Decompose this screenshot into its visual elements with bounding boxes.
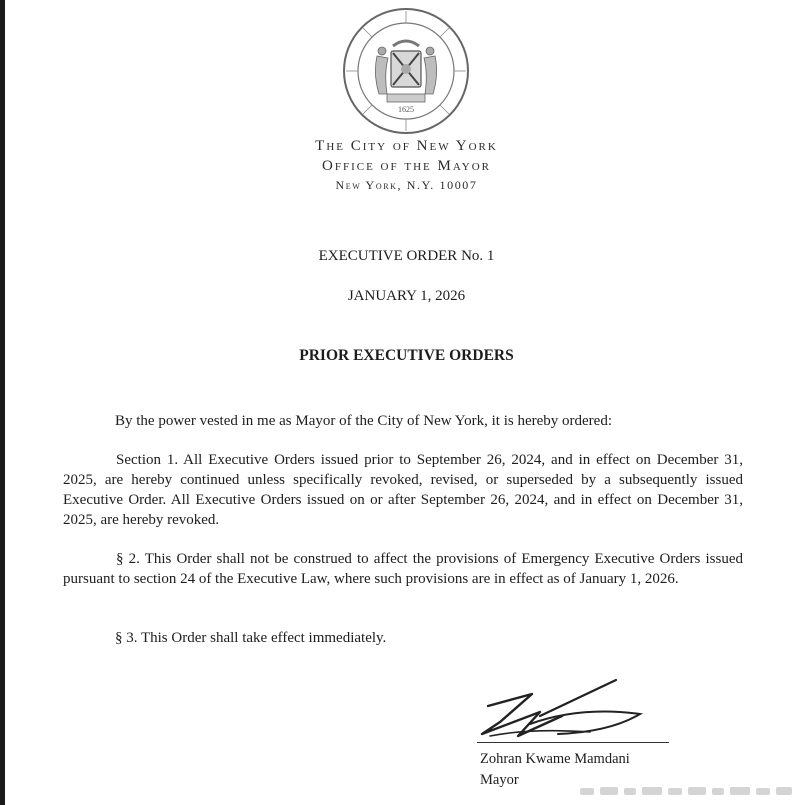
faint-marks bbox=[580, 783, 795, 799]
order-title: PRIOR EXECUTIVE ORDERS bbox=[299, 347, 514, 364]
letterhead-city: The City of New York bbox=[315, 138, 498, 154]
signer-name: Zohran Kwame Mamdani bbox=[480, 751, 630, 767]
intro-paragraph: By the power vested in me as Mayor of the City of New York, it is hereby ordered: bbox=[115, 413, 612, 429]
section-3-paragraph: § 3. This Order shall take effect immediately. bbox=[115, 630, 387, 646]
section-2-paragraph: § 2. This Order shall not be construed to affect the provisions of Emergency Executive Orders issued pursuant to section 24 of the Executive Law, where such provisions are in effect as of January 1, 2026. bbox=[63, 551, 743, 587]
order-date: JANUARY 1, 2026 bbox=[347, 288, 466, 304]
signer-title: Mayor bbox=[480, 772, 519, 788]
document-page bbox=[5, 0, 808, 805]
letterhead-address: New York, N.Y. 10007 bbox=[335, 178, 478, 192]
signature-line bbox=[477, 742, 669, 743]
nyc-seal-icon bbox=[341, 6, 471, 136]
section-1-paragraph: Section 1. All Executive Orders issued prior to September 26, 2024, and in effect on December 31, 2025, are hereby continued unless specifically revoked, revised, or superseded by a subsequently issued Executive Order. All Executive Orders issued on or after September 26, 2024, and in effect on December 31, 2025, are hereby revoked. bbox=[63, 452, 743, 528]
signature-icon bbox=[470, 676, 670, 746]
seal-year: 1625 bbox=[398, 105, 414, 114]
order-number: EXECUTIVE ORDER No. 1 bbox=[318, 248, 495, 264]
letterhead-office: Office of the Mayor bbox=[322, 158, 491, 174]
